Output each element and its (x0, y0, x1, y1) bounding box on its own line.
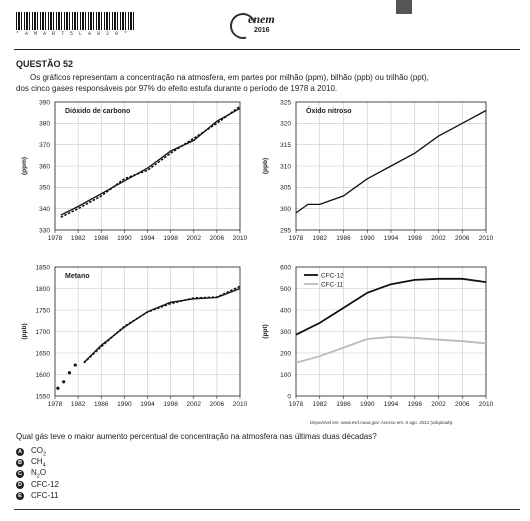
cfc-xtick-label: 1994 (383, 401, 399, 408)
option-label: $N_2O$ (31, 467, 47, 480)
co2-ytick-label: 330 (39, 227, 50, 235)
answer-options (16, 446, 59, 501)
n2o-xtick-label: 1994 (383, 235, 399, 242)
n2o-ytick-label: 315 (280, 141, 291, 149)
n2o-ylabel: (ppb) (262, 157, 269, 175)
n2o-xtick-label: 2002 (431, 235, 446, 242)
ch4-ylabel: (ppb) (21, 323, 28, 340)
n2o-ytick-label: 310 (280, 163, 291, 171)
cfc-xtick-label: 2010 (478, 401, 494, 408)
intro-line-1: Os gráficos representam a concentração na atmosfera, em partes por milhão (ppm), bilhão (ppb) ou trilhão (ppt), (30, 73, 429, 82)
n2o-xtick-label: 1982 (312, 235, 327, 242)
co2-ytick-label: 340 (39, 205, 50, 213)
n2o-xtick-label: 1986 (336, 235, 351, 242)
n2o-ytick-label: 320 (280, 120, 291, 128)
option-letter-badge: D (16, 481, 24, 489)
ch4-point (56, 387, 59, 390)
cfc-ytick-label: 300 (280, 328, 291, 336)
co2-ytick-label: 390 (39, 99, 50, 107)
co2-xtick-label: 1978 (47, 235, 63, 242)
n2o-ytick-label: 300 (280, 205, 291, 213)
cfc-ytick-label: 100 (280, 371, 291, 379)
option-d[interactable] (16, 479, 59, 490)
co2-xtick-label: 1998 (163, 235, 178, 242)
cfc-xtick-label: 1998 (407, 401, 422, 408)
option-label: CFC-11 (31, 491, 59, 500)
n2o-xtick-label: 2006 (455, 235, 470, 242)
ch4-ytick-label: 1850 (35, 264, 50, 272)
ch4-ytick-label: 1650 (35, 350, 50, 358)
n2o-xtick-label: 1990 (360, 235, 375, 242)
option-label: CFC-12 (31, 480, 60, 489)
cfc-xtick-label: 1978 (288, 401, 304, 408)
n2o-ytick-label: 295 (280, 227, 291, 235)
cfc-legend-label: CFC-11 (321, 281, 344, 289)
option-a[interactable] (16, 446, 59, 457)
bottom-rule (14, 509, 520, 510)
ch4-xtick-label: 1978 (47, 401, 63, 408)
co2-title: Dióxido de carbono (65, 108, 131, 115)
n2o-xtick-label: 2010 (478, 235, 494, 242)
ch4-title: Metano (65, 273, 90, 280)
option-letter-badge: C (16, 470, 24, 478)
question-title: QUESTÃO 52 (16, 59, 74, 69)
cfc-ylabel: (ppt) (262, 324, 269, 339)
co2-series-1 (61, 108, 240, 215)
co2-xtick-label: 2006 (209, 235, 225, 242)
ch4-xtick-label: 1990 (117, 401, 132, 408)
ch4-ytick-label: 1750 (35, 307, 50, 315)
ch4-ytick-label: 1600 (35, 371, 50, 379)
co2-xtick-label: 2010 (232, 235, 248, 242)
option-label: $CO_2$ (31, 445, 47, 458)
n2o-ytick-label: 325 (280, 99, 291, 107)
cfc-ytick-label: 0 (287, 393, 291, 401)
ch4-point (62, 380, 65, 383)
cfc-ytick-label: 600 (280, 264, 291, 272)
cfc-xtick-label: 1990 (360, 401, 375, 408)
co2-ylabel: (ppm) (21, 156, 28, 176)
n2o-ytick-label: 305 (280, 184, 291, 192)
n2o-title: Óxido nitroso (306, 108, 352, 115)
ch4-ytick-label: 1800 (35, 285, 50, 293)
option-b[interactable] (16, 457, 59, 468)
cfc-xtick-label: 1986 (336, 401, 351, 408)
cfc-xtick-label: 2006 (455, 401, 470, 408)
cfc-xtick-label: 1982 (312, 401, 327, 408)
co2-ytick-label: 350 (39, 184, 50, 192)
co2-xtick-label: 1982 (70, 235, 86, 242)
co2-xtick-label: 1990 (117, 235, 132, 242)
ch4-xtick-label: 2002 (186, 401, 201, 408)
ch4-xtick-label: 1986 (94, 401, 109, 408)
n2o-xtick-label: 1998 (407, 235, 422, 242)
cfc-ytick-label: 200 (280, 350, 291, 358)
ch4-ytick-label: 1700 (35, 328, 50, 336)
ch4-xtick-label: 1998 (163, 401, 178, 408)
option-letter-badge: A (16, 448, 24, 456)
logo-year: 2016 (254, 27, 270, 34)
cfc-ytick-label: 400 (280, 307, 291, 315)
co2-xtick-label: 1994 (140, 235, 155, 242)
co2-xtick-label: 2002 (186, 235, 201, 242)
option-letter-badge: B (16, 459, 24, 467)
barcode-number: * A M A R 7 5 L A 8 2 0 * (16, 31, 129, 37)
option-letter-badge: E (16, 492, 24, 500)
logo-brand: enem (248, 12, 275, 26)
option-label: $CH_4$ (31, 456, 46, 469)
cfc-ytick-label: 500 (280, 285, 291, 293)
ch4-ytick-label: 1550 (35, 393, 50, 401)
co2-ytick-label: 360 (39, 163, 50, 171)
option-e[interactable] (16, 490, 59, 501)
source-citation: Disponível em: www.esrl.noaa.gov. Acesso em: 6 ago. 2012 (adaptado). (310, 420, 454, 425)
question-prompt: Qual gás teve o maior aumento percentual de concentração na atmosfera nas últimas duas décadas? (16, 432, 377, 441)
ch4-xtick-label: 1994 (140, 401, 155, 408)
co2-ytick-label: 370 (39, 141, 50, 149)
co2-xtick-label: 1986 (94, 235, 109, 242)
option-c[interactable] (16, 468, 59, 479)
ch4-point (74, 363, 77, 366)
co2-ytick-label: 380 (39, 120, 50, 128)
cfc-xtick-label: 2002 (431, 401, 446, 408)
ch4-xtick-label: 2006 (209, 401, 225, 408)
n2o-xtick-label: 1978 (288, 235, 304, 242)
ch4-xtick-label: 1982 (70, 401, 86, 408)
intro-line-2: dos cinco gases responsáveis por 97% do efeito estufa durante o período de 1978 a 2010. (16, 84, 338, 93)
ch4-point (68, 371, 71, 374)
cfc-legend-label: CFC-12 (321, 272, 344, 280)
ch4-xtick-label: 2010 (232, 401, 248, 408)
